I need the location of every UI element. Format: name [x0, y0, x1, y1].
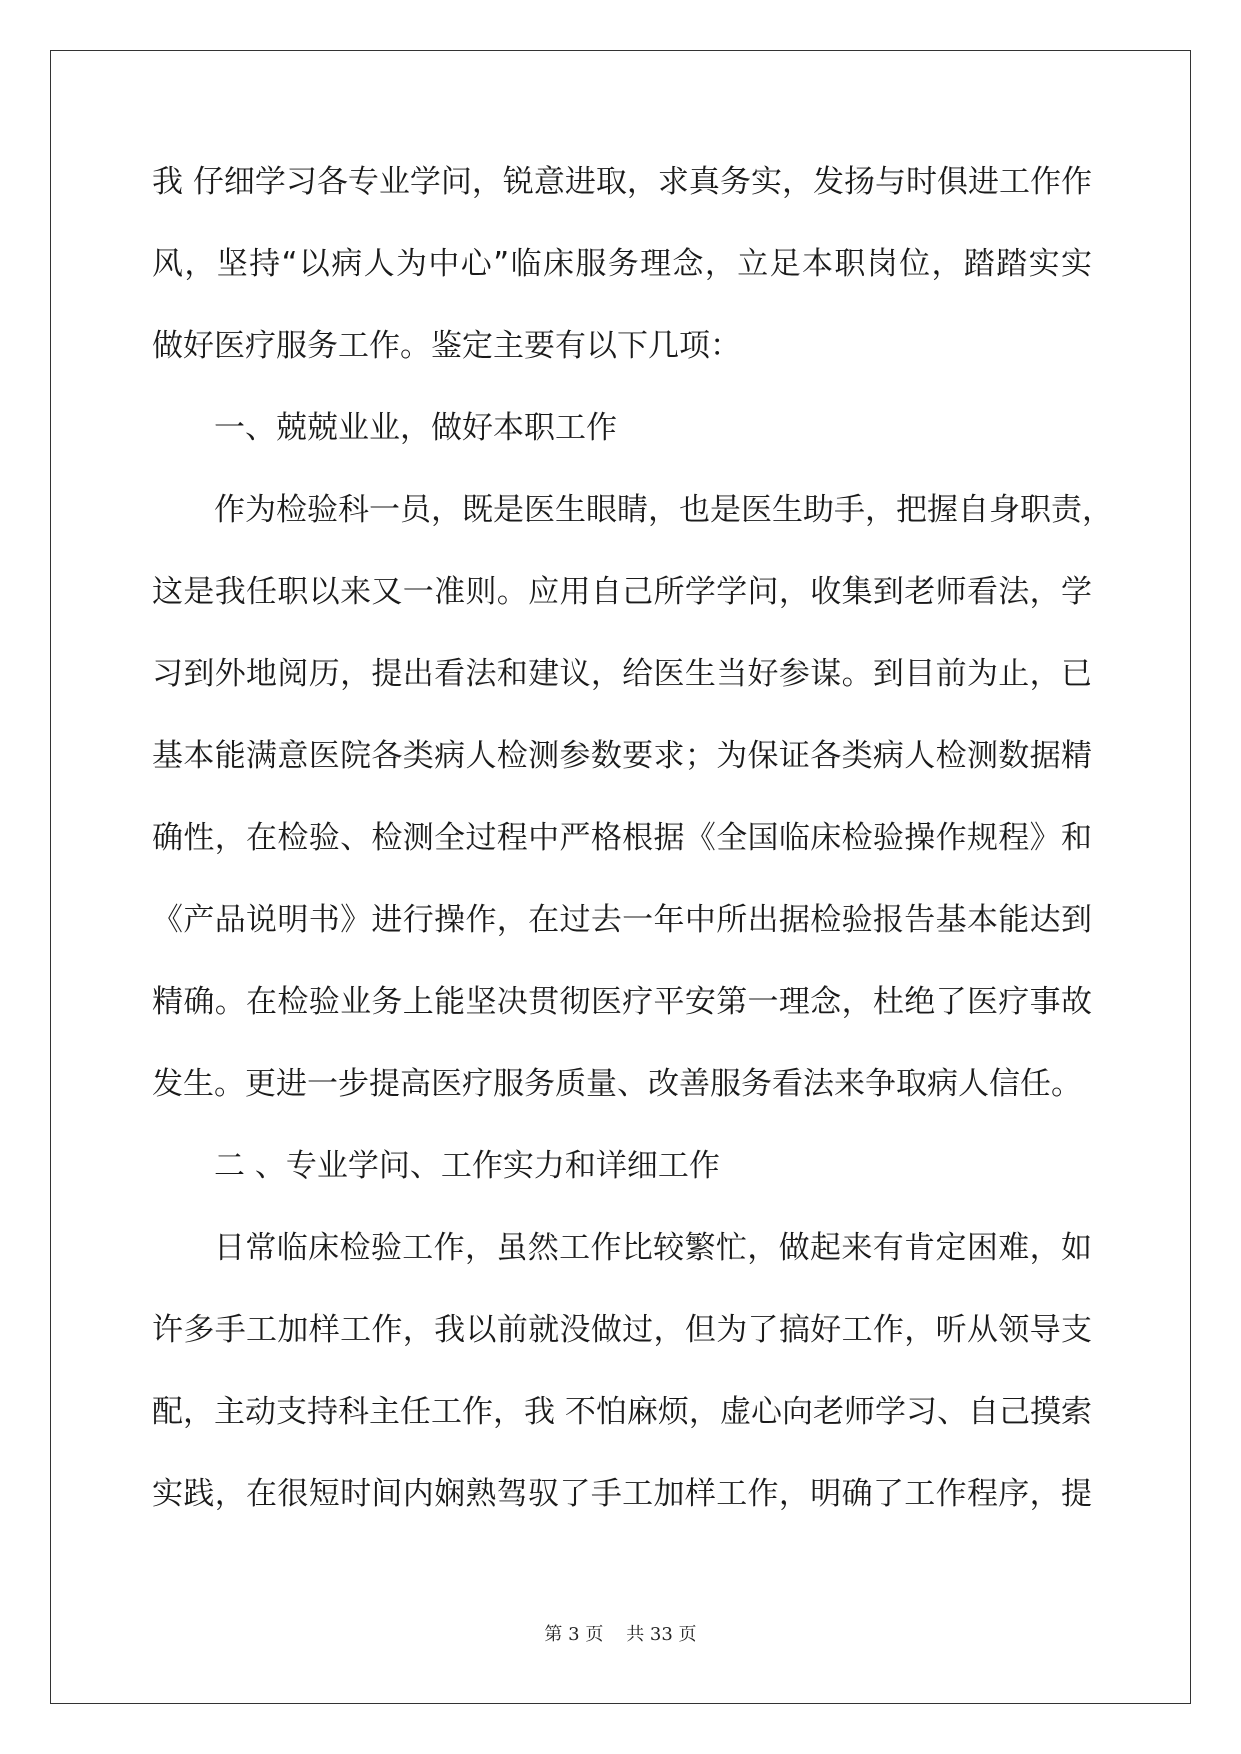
text-line: 精确。在检验业务上能坚决贯彻医疗平安第一理念，杜绝了医疗事故: [152, 984, 1092, 1020]
text-line: 日常临床检验工作，虽然工作比较繁忙，做起来有肯定困难，如: [214, 1230, 1092, 1266]
text-line: 许多手工加样工作，我以前就没做过，但为了搞好工作，听从领导支: [152, 1312, 1092, 1348]
text-line: 作为检验科一员，既是医生眼睛，也是医生助手，把握自身职责，: [214, 492, 1113, 528]
text-line: 风，坚持“以病人为中心”临床服务理念，立足本职岗位，踏踏实实: [152, 246, 1092, 282]
page-footer: [0, 1620, 1241, 1646]
text-line: 习到外地阅历，提出看法和建议，给医生当好参谋。到目前为止，已: [152, 656, 1092, 692]
text-line: 《产品说明书》进行操作，在过去一年中所出据检验报告基本能达到: [152, 902, 1092, 938]
section-heading: 二 、专业学问、工作实力和详细工作: [214, 1148, 720, 1184]
text-line: 做好医疗服务工作。鉴定主要有以下几项：: [152, 328, 741, 364]
text-line: 发生。更进一步提高医疗服务质量、改善服务看法来争取病人信任。: [152, 1066, 1082, 1102]
text-line: 这是我任职以来又一准则。应用自己所学学问，收集到老师看法，学: [152, 574, 1092, 610]
section-heading: 一、兢兢业业，做好本职工作: [214, 410, 617, 446]
text-line: 配，主动支持科主任工作，我 不怕麻烦，虚心向老师学习、自己摸索: [152, 1394, 1092, 1430]
text-line: 基本能满意医院各类病人检测参数要求；为保证各类病人检测数据精: [152, 738, 1092, 774]
text-line: 实践，在很短时间内娴熟驾驭了手工加样工作，明确了工作程序，提: [152, 1476, 1092, 1512]
page-number: 第 3 页 共 33 页: [544, 1624, 697, 1645]
text-line: 我 仔细学习各专业学问，锐意进取，求真务实，发扬与时俱进工作作: [152, 164, 1092, 200]
document-body: [152, 162, 1113, 1556]
text-line: 确性，在检验、检测全过程中严格根据《全国临床检验操作规程》和: [152, 820, 1092, 856]
